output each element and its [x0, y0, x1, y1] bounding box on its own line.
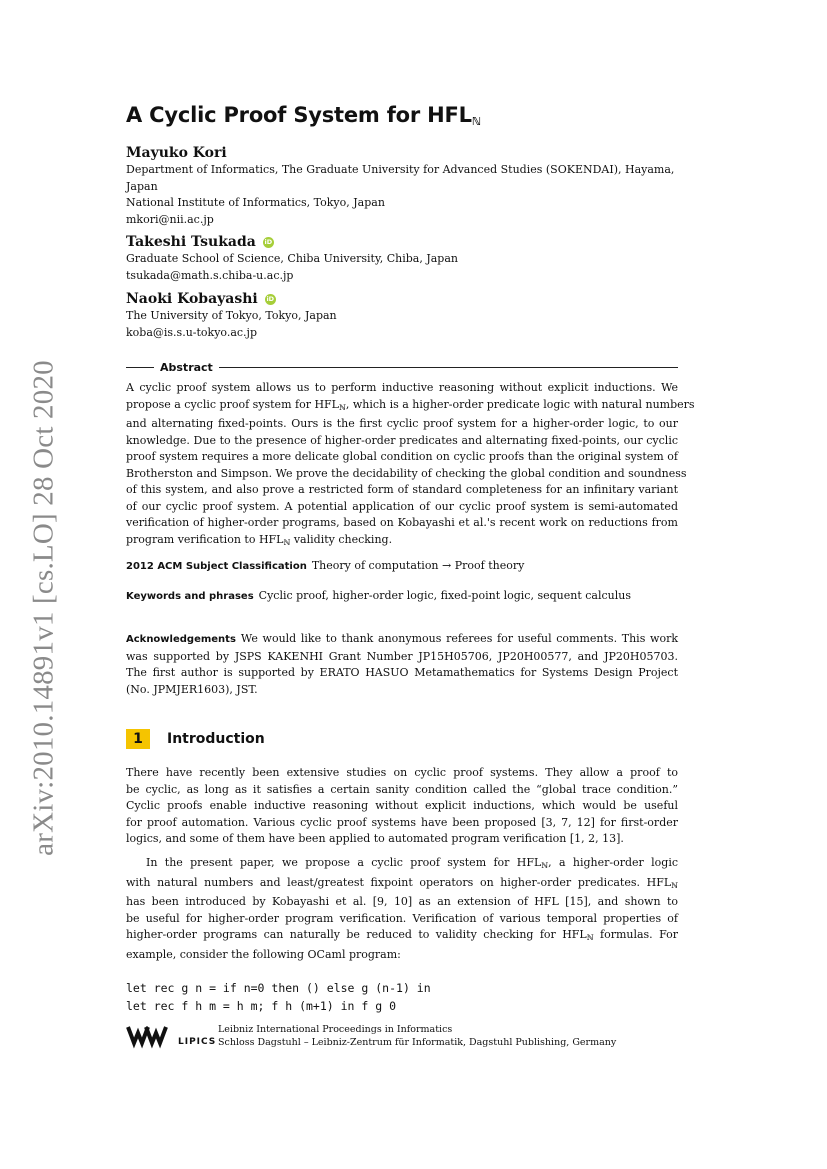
author-affiliation: Graduate School of Science, Chiba University, Chiba, Japan	[126, 252, 458, 265]
author-name: Mayuko Kori	[126, 145, 227, 161]
ack-label: Acknowledgements	[126, 634, 236, 645]
keywords-text: Cyclic proof, higher-order logic, fixed-point logic, sequent calculus	[258, 589, 631, 602]
author-1	[126, 144, 686, 228]
author-affiliation: Department of Informatics, The Graduate University for Advanced Studies (SOKENDAI), Hayama,	[126, 163, 675, 176]
orcid-icon[interactable]: iD	[264, 238, 273, 246]
text-line: with natural numbers and least/greatest fixpoint operators on higher-order predicates. HFLℕ	[126, 875, 678, 890]
author-email[interactable]: mkori@nii.ac.jp	[126, 212, 214, 226]
text-line: Brotherston and Simpson. We prove the decidability of checking the global condition and soundness	[126, 466, 687, 480]
title-subscript: ℕ	[471, 115, 481, 128]
text-line: In the present paper, we propose a cyclic proof system for HFLℕ, a higher-order logic	[146, 856, 678, 870]
text-line: There have recently been extensive studies on cyclic proof systems. They allow a proof to	[126, 766, 678, 779]
keywords-label: Keywords and phrases	[126, 591, 254, 602]
paper-title	[126, 103, 481, 128]
text-line: proof system requires a more delicate global condition on cyclic proofs than the original system of	[126, 450, 678, 463]
text-line: of this system, and also prove a restricted form of standard completeness for an infinitary variant	[126, 483, 678, 496]
text-line: propose a cyclic proof system for HFLℕ, which is a higher-order predicate logic with natural numbers	[126, 397, 695, 412]
arxiv-identifier-stamp: arXiv:2010.14891v1 [cs.LO] 28 Oct 2020	[27, 360, 60, 856]
lipics-logo-icon	[126, 1023, 217, 1049]
footer-text	[218, 1023, 616, 1049]
code-line: let rec f h m = h m; f h (m+1) in f g 0	[126, 999, 397, 1013]
footer	[126, 1023, 616, 1049]
text-line: A cyclic proof system allows us to perform inductive reasoning without explicit inductions. We	[126, 381, 678, 394]
text-line: logics, and some of them have been applied to automated program verification [1, 2, 13].	[126, 832, 624, 845]
author-affiliation: Japan	[126, 179, 158, 193]
text-line: be useful for higher-order program verification. Verification of various temporal properties of	[126, 911, 678, 925]
section-title: Introduction	[167, 731, 265, 747]
text-line: verification of higher-order programs, based on Kobayashi et al.'s recent work on reductions from	[126, 516, 678, 529]
text-line: knowledge. Due to the presence of higher-order predicates and alternating fixed-points, our cyclic	[126, 433, 678, 447]
acm-classification	[126, 558, 678, 576]
author-2	[126, 233, 686, 284]
text-line: Cyclic proofs enable inductive reasoning without explicit inductions, which would be useful	[126, 799, 678, 812]
code-line: let rec g n = if n=0 then () else g (n-1) in	[126, 981, 431, 995]
author-affiliation: The University of Tokyo, Tokyo, Japan	[126, 309, 337, 322]
author-affiliation: National Institute of Informatics, Tokyo, Japan	[126, 196, 385, 209]
orcid-icon[interactable]: iD	[266, 295, 275, 303]
author-3	[126, 290, 686, 341]
acm-text: Theory of computation → Proof theory	[311, 559, 525, 572]
footer-line-2: Schloss Dagstuhl – Leibniz-Zentrum für Informatik, Dagstuhl Publishing, Germany	[218, 1037, 617, 1048]
text-line: (No. JPMJER1603), JST.	[126, 682, 258, 696]
section-heading	[126, 729, 265, 749]
title-text: A Cyclic Proof System for HFL	[126, 103, 472, 127]
abstract-rule-left	[126, 367, 154, 368]
code-listing	[126, 979, 431, 1015]
intro-paragraph-1	[126, 765, 678, 848]
intro-paragraph-2	[126, 855, 678, 963]
text-line: of our cyclic proof system. A potential application of our cyclic proof system is semi-automated	[126, 499, 678, 513]
section-number: 1	[126, 729, 150, 749]
text-line: and alternating fixed-points. Ours is the first cyclic proof system for a higher-order logic, to our	[126, 417, 678, 430]
footer-line-1: Leibniz International Proceedings in Informatics	[218, 1024, 453, 1035]
author-name: Takeshi Tsukada iD	[126, 234, 273, 250]
abstract-label: Abstract	[160, 360, 213, 374]
abstract-heading	[126, 359, 678, 375]
author-email[interactable]: koba@is.s.u-tokyo.ac.jp	[126, 325, 258, 339]
text-line: has been introduced by Kobayashi et al. [9, 10] as an extension of HFL [15], and shown to	[126, 895, 678, 908]
author-name: Naoki Kobayashi iD	[126, 291, 275, 307]
abstract-body	[126, 380, 695, 551]
text-line: Acknowledgements We would like to thank anonymous referees for useful comments. This work	[126, 632, 678, 645]
author-email[interactable]: tsukada@math.s.chiba-u.ac.jp	[126, 268, 294, 282]
abstract-rule-right	[219, 367, 678, 368]
text-line: was supported by JSPS KAKENHI Grant Number JP15H05706, JP20H00577, and JP20H05703.	[126, 649, 678, 663]
text-line: The first author is supported by ERATO HASUO Metamathematics for Systems Design Project	[126, 666, 678, 679]
text-line: program verification to HFLℕ validity checking.	[126, 532, 393, 547]
text-line: higher-order programs can naturally be reduced to validity checking for HFLℕ formulas. For	[126, 928, 678, 942]
acknowledgements	[126, 631, 678, 698]
text-line: for proof automation. Various cyclic proof systems have been proposed [3, 7, 12] for first-order	[126, 815, 678, 829]
text-line: be cyclic, as long as it satisfies a certain sanity condition called the “global trace condition.”	[126, 782, 678, 796]
keywords	[126, 588, 678, 606]
lipics-logo-text: LIPICS	[178, 1037, 217, 1047]
acm-label: 2012 ACM Subject Classification	[126, 561, 307, 572]
text-line: example, consider the following OCaml program:	[126, 947, 401, 961]
